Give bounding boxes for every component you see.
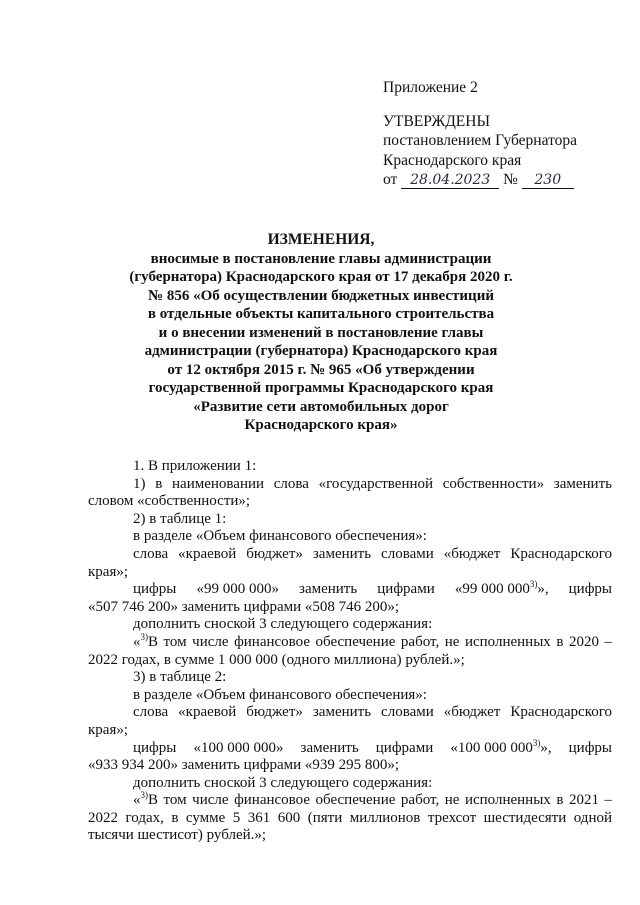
approval-line-2: Краснодарского края [383, 151, 522, 169]
section-1-footnote-intro: дополнить сноской 3 следующего содержания: [133, 616, 433, 633]
title-line: Краснодарского края» [244, 417, 398, 433]
approved-label: УТВЕРЖДЕНЫ [383, 112, 490, 130]
appendix-label: Приложение 2 [383, 79, 478, 96]
section-2-heading: в разделе «Объем финансового обеспечения»: [133, 686, 427, 703]
section-2-words: слова «краевой бюджет» заменить словами «бюджет Краснодарского края»; [88, 704, 612, 738]
number-label: № [503, 171, 518, 188]
from-label: от [383, 171, 398, 188]
title-line: вносимые в постановление главы администрации [150, 250, 492, 267]
handwritten-date: 28.04.2023 [410, 172, 491, 188]
section-1-heading: в разделе «Объем финансового обеспечения»: [133, 528, 427, 545]
title-line: (губернатора) Краснодарского края от 17 декабря 2020 г. [129, 269, 513, 285]
title-line: администрации (губернатора) Краснодарского края [144, 343, 498, 359]
section-2-footnote: «$^{3)}$В том числе финансовое обеспечение работ, не исполненных в 2021 – 2022 годах, в сумме 5 361 600 (пяти миллионов трехсот шестидесяти одной тысячи шестисот) рублей.»; [88, 790, 612, 844]
title-line: и о внесении изменений в постановление главы [158, 324, 484, 341]
title-line: № 856 «Об осуществлении бюджетных инвестиций [148, 287, 494, 304]
title-heading: ИЗМЕНЕНИЯ, [267, 231, 375, 248]
item-1-3: 3) в таблице 2: [133, 669, 227, 686]
section-1-footnote: «$^{3)}$В том числе финансовое обеспечение работ, не исполненных в 2020 – 2022 годах, в сумме 1 000 000 (одного миллиона) рублей.»; [88, 631, 612, 668]
section-2-footnote-intro: дополнить сноской 3 следующего содержания: [133, 774, 433, 791]
section-2-numbers-line-2: «933 934 200» заменить цифрами «939 295 800»; [88, 757, 400, 774]
item-1: 1. В приложении 1: [133, 458, 257, 474]
item-1-1: 1) в наименовании слова «государственной собственности» заменить словом «собственности»; [88, 475, 612, 510]
item-1-2: 2) в таблице 1: [133, 510, 227, 527]
section-1-numbers-line-1: цифры «99 000 000» заменить цифрами «99 000 000$^{3)}$», цифры [133, 579, 612, 598]
title-line: «Развитие сети автомобильных дорог [193, 398, 449, 415]
approval-block [383, 78, 623, 190]
approval-date-line [383, 170, 623, 190]
title-line: в отдельные объекты капитального строительства [147, 306, 495, 322]
document-title [110, 231, 532, 435]
approval-line-1: постановлением Губернатора [383, 132, 578, 149]
document-body [88, 458, 612, 845]
section-2-numbers-line-1: цифры «100 000 000» заменить цифрами «100 000 000$^{3)}$», цифры [133, 737, 612, 756]
title-line: от 12 октября 2015 г. № 965 «Об утверждении [167, 361, 475, 378]
section-1-numbers-line-2: «507 746 200» заменить цифрами «508 746 200»; [88, 598, 400, 615]
title-line: государственной программы Краснодарского края [148, 380, 494, 396]
section-1-words: слова «краевой бюджет» заменить словами «бюджет Краснодарского края»; [88, 545, 612, 580]
handwritten-number: 230 [534, 172, 562, 188]
